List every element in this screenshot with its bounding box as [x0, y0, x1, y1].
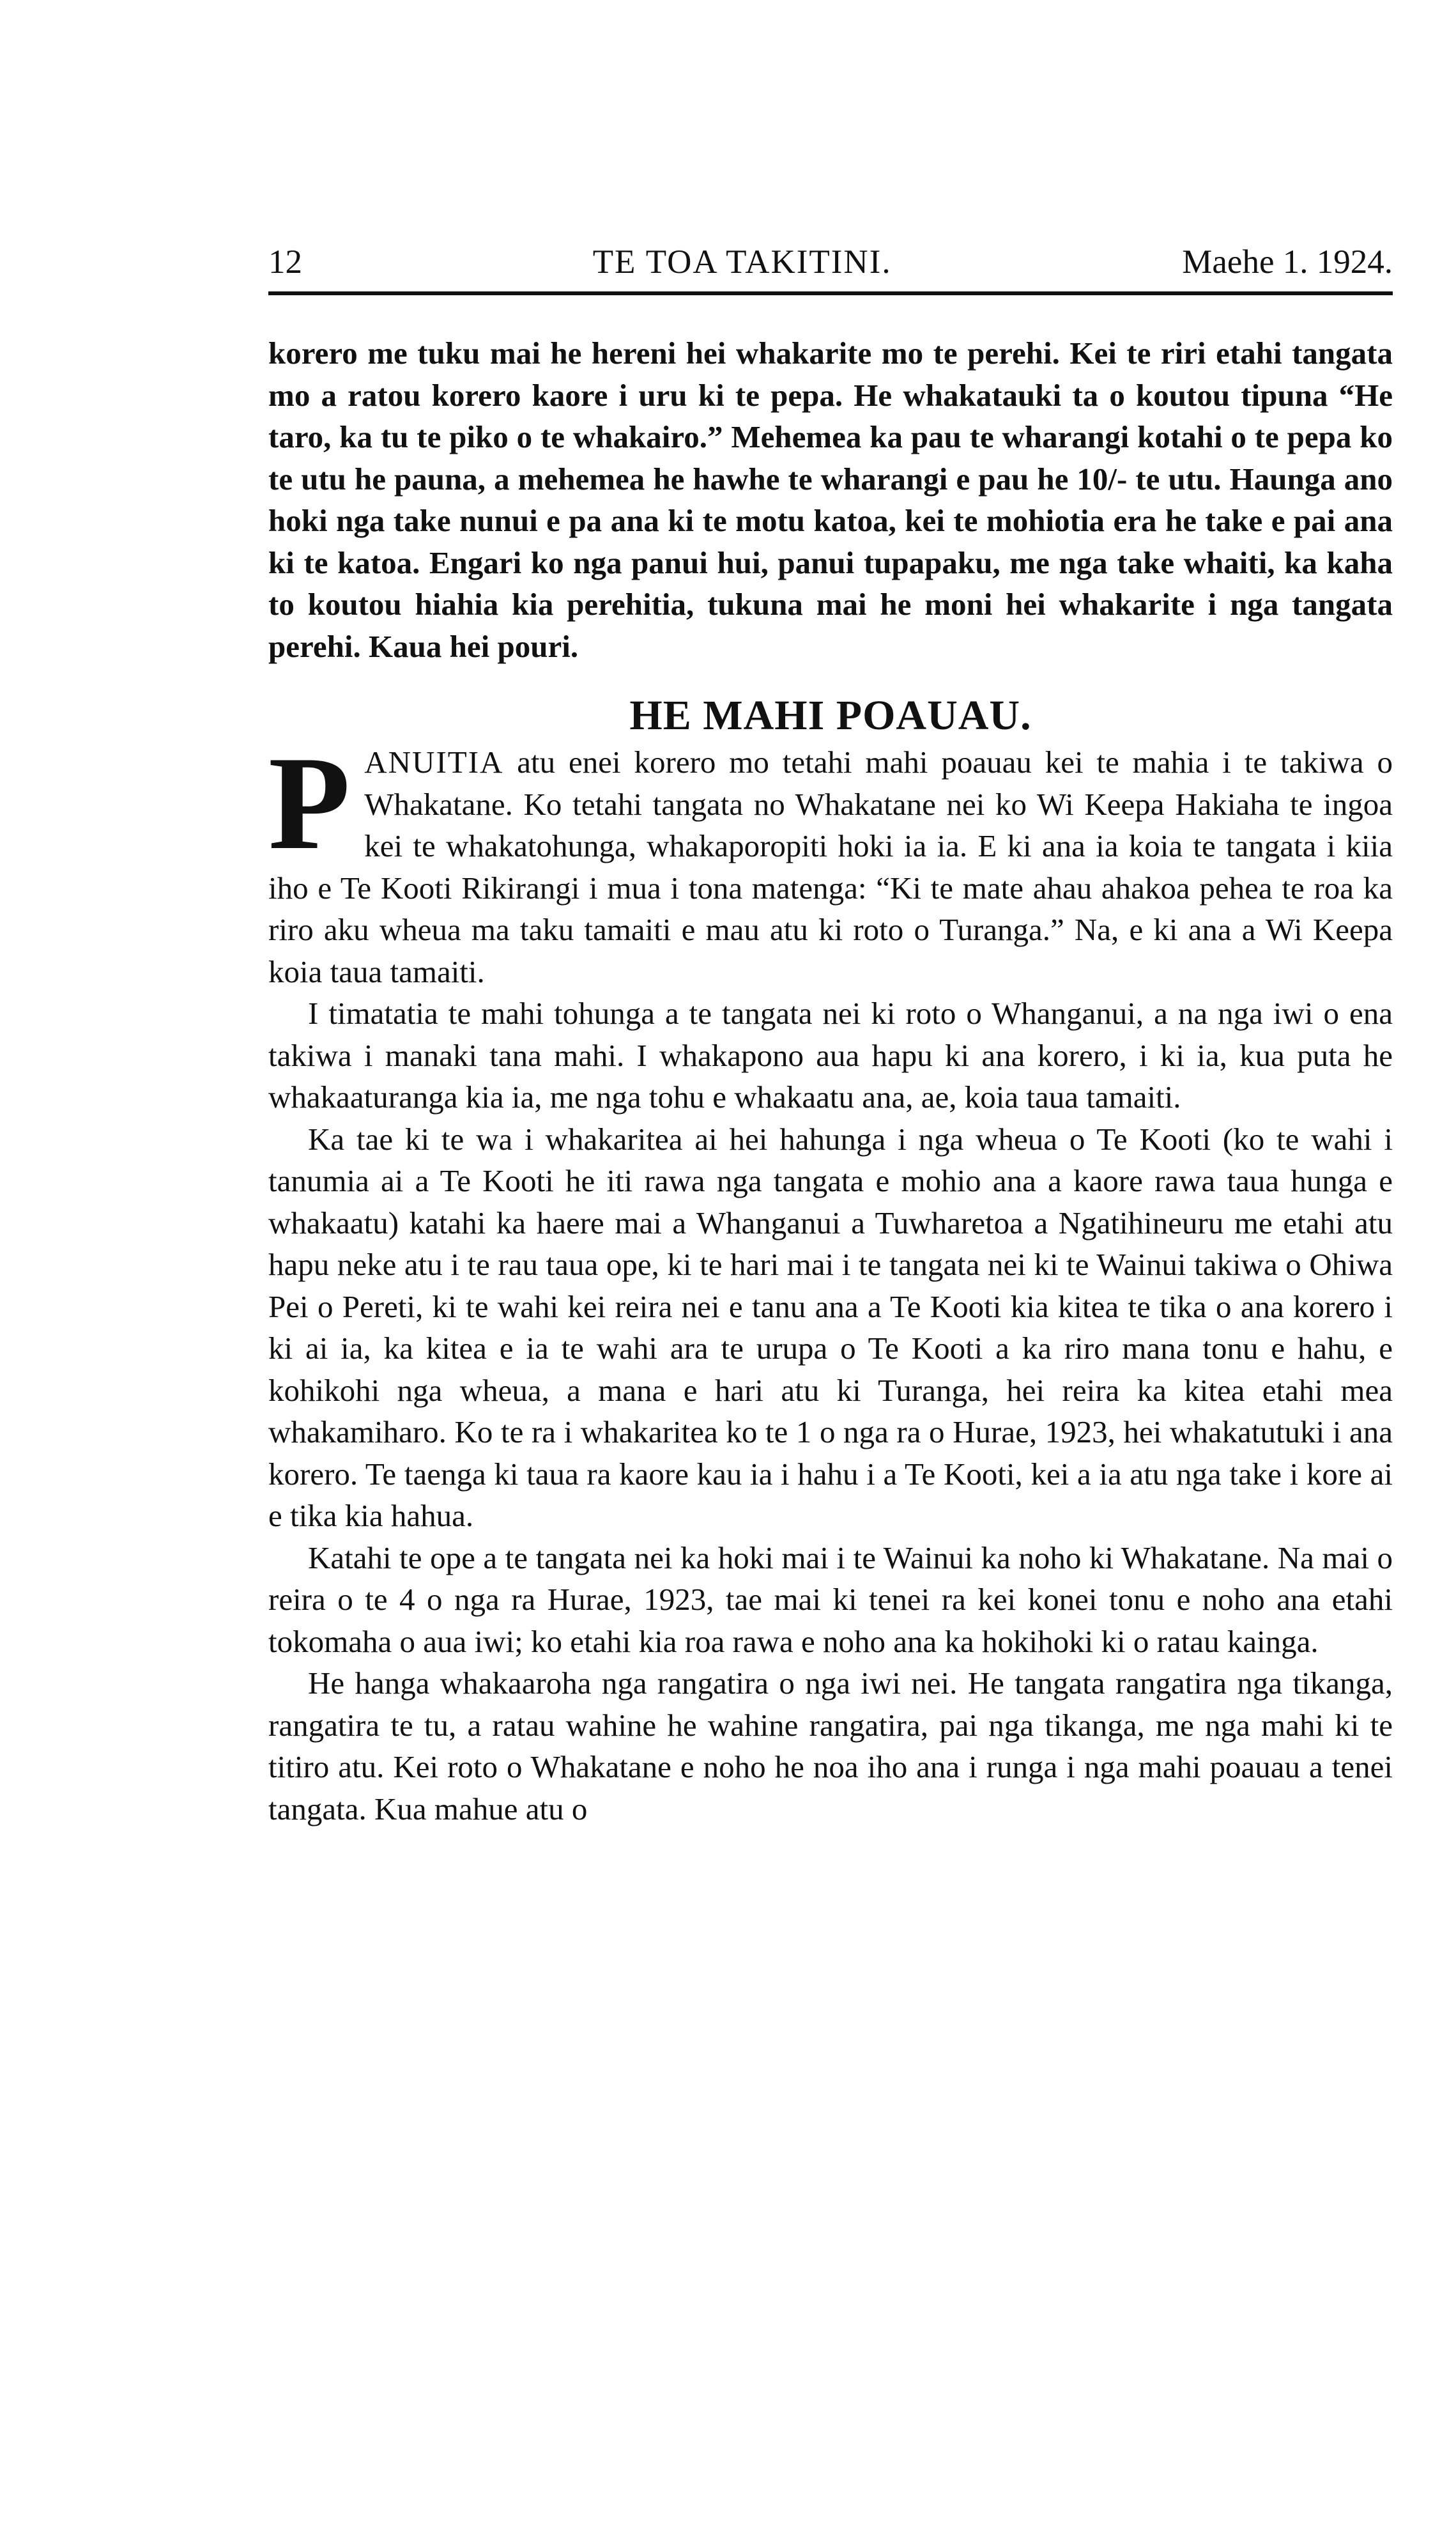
lead-word: ANUITIA	[364, 745, 504, 780]
article-paragraph: He hanga whakaaroha nga rangatira o nga iwi nei. He tangata rangatira nga tikanga, rangatira te tu, a ratau wahine he wahine rangatira, pai nga tikanga, me nga mahi ki te titiro atu. Kei roto o Whakatane e noho he noa iho ana i runga i nga mahi poauau a tenei tangata. Kua mahue atu o	[268, 1665, 1393, 1826]
article-paragraph: Ka tae ki te wa i whakaritea ai hei hahunga i nga wheua o Te Kooti (ko te wahi i tanumia ai a Te Kooti he iti rawa nga tangata e mohio ana a kaore rawa taua hunga e whakaatu) katahi ka haere mai a Whanganui a Tuwharetoa a Ngatihineuru me etahi atu hapu neke atu i te rau taua ope, ki te hari mai i te tangata nei ki te Wainui takiwa o Ohiwa Pei o Pereti, ki te wahi kei reira nei e tanu ana a Te Kooti kia kitea te tika o ana korero i ki ai ia, ka kitea e ia te wahi ara te urupa o Te Kooti a ka riro mana tonu e hahu, e kohikohi nga wheua, a mana e hari atu ki Turanga, hei reira ka kitea etahi mea whakamiharo. Ko te ra i whakaritea ko te 1 o nga ra o Hurae, 1923, hei whakatutuki i ana korero. Te taenga ki taua ra kaore kau ia i hahu i a Te Kooti, kei a ia atu nga take i kore ai e tika kia hahua.	[268, 1121, 1393, 1533]
issue-date: Maehe 1. 1924.	[1182, 243, 1393, 281]
publication-title: TE TOA TAKITINI.	[592, 243, 892, 281]
article-paragraph: I timatatia te mahi tohunga a te tangata nei ki roto o Whanganui, a na nga iwi o ena takiwa i manaki tana mahi. I whakapono aua hapu ki ana korero, i ki ia, kua puta he whakaaturanga kia ia, me nga tohu e whakaatu ana, ae, koia taua tamaiti.	[268, 996, 1393, 1115]
body-text	[268, 332, 1393, 1830]
page	[268, 243, 1393, 1830]
article-heading: HE MAHI POAUAU.	[629, 692, 1032, 739]
article-paragraph: Katahi te ope a te tangata nei ka hoki mai i te Wainui ka noho ki Whakatane. Na mai o reira o te 4 o nga ra Hurae, 1923, tae mai ki tenei ra kei konei tonu e noho ana etahi tokomaha o aua iwi; ko etahi kia roa rawa e noho ana ka hokihoki ki o ratau kainga.	[268, 1540, 1393, 1659]
article-first-paragraph	[268, 729, 1393, 992]
running-header	[268, 243, 1393, 285]
first-paragraph-text: atu enei korero mo tetahi mahi poauau kei te mahia i te takiwa o Whakatane. Ko tetahi tangata no Whakatane nei ko Wi Keepa Hakiaha te ingoa kei te whakatohunga, whakaporopiti hoki ia ia. E ki ana ia koia te tangata i kiia iho e Te Kooti Rikirangi i mua i tona matenga: “Ki te mate ahau ahakoa pehea te roa ka riro aku wheua ma taku tamaiti e mau atu ki roto o Turanga.” Na, e ki ana a Wi Keepa koia taua tamaiti.	[268, 745, 1393, 989]
intro-paragraph: korero me tuku mai he hereni hei whakarite mo te perehi. Kei te riri etahi tangata mo a ratou korero kaore i uru ki te pepa. He whakatauki ta o koutou tipuna “He taro, ka tu te piko o te whakairo.” Mehemea ka pau te wharangi kotahi o te pepa ko te utu he pauna, a mehemea he hawhe te wharangi e pau he 10/- te utu. Haunga ano hoki nga take nunui e pa ana ki te motu katoa, kei te mohiotia era he take e pai ana ki te katoa. Engari ko nga panui hui, panui tupapaku, me nga take whaiti, ka kaha to koutou hiahia kia perehitia, tukuna mai he moni hei whakarite i nga tangata perehi. Kaua hei pouri.	[268, 336, 1393, 664]
header-rule	[268, 291, 1393, 295]
page-number: 12	[268, 243, 302, 281]
drop-cap: P	[268, 729, 351, 877]
